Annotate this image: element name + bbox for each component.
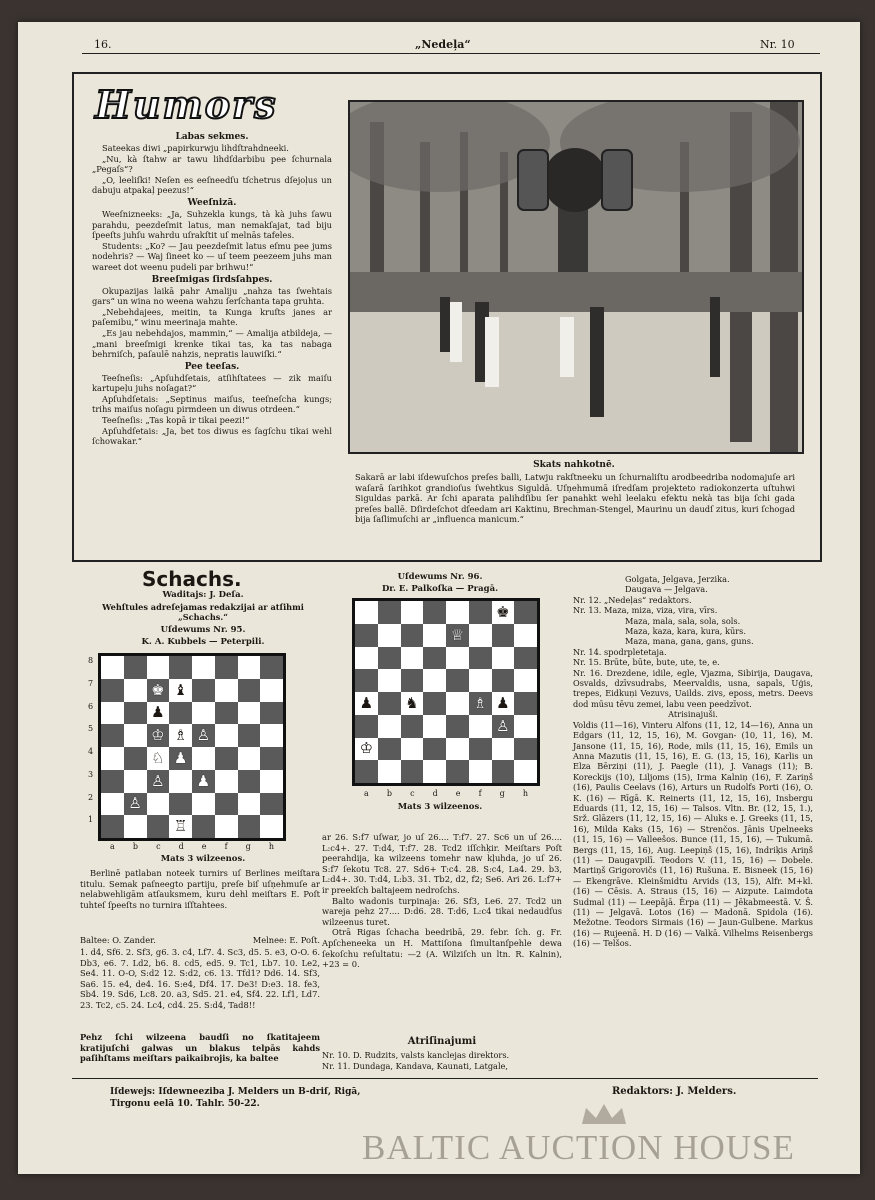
file-label: c	[410, 789, 415, 798]
humor-paragraph: „Es jau nebehdajos, mammin,“ — Amalija atbildeja, — „mani breeſmigi krenke tikai tas, ka tas nabaga behrniſch, paſaulē nahzis, nepratis lauwiſki.“	[92, 327, 332, 360]
board-96-files	[355, 789, 537, 798]
board-square	[215, 724, 238, 747]
board-square	[192, 770, 215, 793]
issue-number: Nr. 10	[760, 38, 795, 51]
board-square	[124, 724, 147, 747]
board-square	[423, 715, 446, 738]
board-square	[378, 647, 401, 670]
board-square	[101, 747, 124, 770]
board-square	[238, 679, 261, 702]
board-square	[355, 624, 378, 647]
board-square	[192, 793, 215, 816]
board-square	[169, 702, 192, 725]
humor-heading: Pee teeſas.	[184, 361, 240, 372]
board-square	[101, 702, 124, 725]
board-square	[238, 656, 261, 679]
file-label: c	[156, 842, 161, 851]
board-square	[147, 747, 170, 770]
board-square	[401, 601, 424, 624]
board-95-ranks	[88, 656, 93, 838]
board-square	[215, 656, 238, 679]
board-square	[101, 679, 124, 702]
board-square	[124, 770, 147, 793]
humor-paragraph: „Nu, kà ſtahw ar tawu lihdſdarbibu pee ſchurnala „Pegaſs“?	[92, 153, 332, 175]
board-square	[378, 601, 401, 624]
chess-piece-icon: ♚	[151, 680, 165, 699]
file-label: d	[432, 789, 438, 798]
board-square	[492, 624, 515, 647]
header-rule	[82, 53, 820, 54]
board-square	[401, 669, 424, 692]
solutions-title: Atriſinajumi	[407, 1036, 477, 1047]
board-square	[401, 760, 424, 783]
chess-piece-icon: ♕	[450, 625, 465, 644]
board-square	[147, 793, 170, 816]
board-square	[238, 702, 261, 725]
file-label: h	[522, 789, 528, 798]
analysis-paragraph: Balto wadonis turpinaja: 26. Sf3, Le6. 27. Tcd2 un wareja pehz 27.... D:d6. 28. T:d6, L:c4 tikai nedaudſus wilzeenus turet.	[322, 895, 562, 927]
humor-paragraph: Teeſneſis: „Apſuhdſetais, atſihſtatees — zik maiſu kartupeļu juhs noſagat?“	[92, 372, 332, 394]
board-square	[355, 738, 378, 761]
humor-paragraph: Sateekas diwi „papirkurwju lihdſtrahdneeki.	[102, 143, 289, 153]
board-square	[514, 669, 537, 692]
solution-line: Golgata, Jelgava, Jerzika.	[625, 574, 730, 584]
solvers-heading: Atrisinajuši.	[668, 709, 718, 720]
solution-10: Nr. 10. D. Rudzits, valsts kanclejas direktors.	[322, 1050, 510, 1060]
board-square	[492, 738, 515, 761]
file-label: g	[499, 789, 505, 798]
board-square	[192, 747, 215, 770]
newspaper-title: „Nedeļa“	[415, 38, 471, 51]
file-label: d	[178, 842, 184, 851]
watermark-text: BALTIC AUCTION HOUSE	[362, 1128, 795, 1167]
page-number: 16.	[94, 38, 112, 51]
solution-line: Maza, kaza, kara, kura, kūrs.	[625, 626, 746, 637]
humor-heading: Weeſnizā.	[187, 197, 237, 208]
rank-label: 2	[88, 792, 94, 802]
rank-label: 3	[88, 769, 94, 779]
board-square	[147, 770, 170, 793]
board-square	[492, 760, 515, 783]
file-label: f	[224, 842, 228, 851]
file-label: b	[386, 789, 392, 798]
board-square	[446, 647, 469, 670]
board-square	[169, 815, 192, 838]
board-square	[423, 692, 446, 715]
board-square	[124, 656, 147, 679]
park-illustration	[348, 100, 804, 454]
board-square	[238, 815, 261, 838]
rank-label: 1	[88, 815, 94, 825]
file-label: e	[455, 789, 461, 798]
humor-paragraph: „O, leeliſki! Neſen es eeſneedſu tſchetrus dſejoļus un dabuju atpakaļ peezus!“	[92, 174, 332, 196]
board-square	[355, 692, 378, 715]
solution-line: Nr. 16. Drezdene, idile, egle, Vjazma, Sibirija, Daugava, Osvalds, dzīvsudrabs, Meervaldis, usna, sapals, Uģis, trepes, Eidkuņi Vezuvs, Uailds. zivs, eposs, metrs. Deevs dod mūsu tēvu zemei, labu veen peedzīvot.	[573, 667, 813, 709]
file-label: a	[364, 789, 369, 798]
board-square	[423, 647, 446, 670]
chess-piece-icon: ♗	[173, 726, 188, 745]
board-square	[215, 815, 238, 838]
chess-piece-icon: ♞	[405, 693, 419, 712]
board-square	[446, 624, 469, 647]
humor-heading: Breeſmigas ſirdsſahpes.	[151, 274, 273, 285]
solution-line: Nr. 15. Brūte, būte, bute, ute, te, e.	[573, 657, 720, 668]
board-square	[355, 647, 378, 670]
board-square	[469, 669, 492, 692]
humor-paragraph: Weeſnizneeks: „Ja, Suhzekla kungs, tà kà juhs ſawu parahdu, peezdeſmit latus, man nemakſajat, tad biju ſpeeſts juhſu wahrdu uſrakſtit uſ melnās tafeles.	[92, 208, 332, 241]
board-square	[124, 815, 147, 838]
board-square	[378, 715, 401, 738]
solution-line: Maza, mala, sala, sola, sols.	[625, 615, 741, 626]
board-square	[124, 747, 147, 770]
chess-piece-icon: ♘	[151, 748, 165, 767]
board-square	[101, 656, 124, 679]
file-label: e	[201, 842, 207, 851]
chess-piece-icon: ♚	[496, 602, 510, 621]
board-square	[401, 738, 424, 761]
humor-heading: Labas sekmes.	[175, 132, 249, 142]
board-square	[169, 724, 192, 747]
board-square	[355, 760, 378, 783]
analysis-text	[322, 832, 562, 970]
chess-piece-icon: ♟	[151, 703, 165, 722]
loudspeaker-park-image	[350, 102, 802, 452]
board-square	[378, 692, 401, 715]
solutions-right-column	[573, 574, 813, 949]
board-square	[260, 815, 283, 838]
board-95-files	[101, 842, 283, 851]
board-square	[238, 724, 261, 747]
board-square	[401, 624, 424, 647]
board-square	[378, 669, 401, 692]
board-square	[260, 793, 283, 816]
board-square	[124, 702, 147, 725]
chess-piece-icon: ♔	[151, 726, 165, 745]
analysis-paragraph: ar 26. S:f7 uſwar, jo uſ 26.... T:f7. 27. Sc6 un uſ 26.... L:c4+. 27. T:d4, T:f7. 28. Tcd2 iſſchķir. Meiſtars Poſt peerahdija, ka wilzeens tomehr naw kļuhda, jo uſ 26. S:f7 ſekotu Tc8. 27. Sd6+ T:c4. 28. S:c4, La4. 29. b3, L:d4+. 30. T:d4, L:b3. 31. Tb2, d2, f2; Se6. Ari 26. L:f7+ ir preekſch baltajeem nedroſchs.	[322, 832, 562, 895]
board-square	[446, 601, 469, 624]
board-square	[446, 692, 469, 715]
file-label: a	[110, 842, 115, 851]
problem-96-title: Uſdewums Nr. 96.	[397, 572, 483, 582]
board-square	[238, 793, 261, 816]
black-player: Melnee: E. Poſt.	[252, 935, 320, 945]
board-square	[514, 647, 537, 670]
board-square	[260, 679, 283, 702]
board-square	[492, 601, 515, 624]
game-players	[80, 935, 320, 946]
chess-piece-icon: ♗	[473, 693, 487, 712]
problem-96-author: Dr. E. Palkoſka — Pragā.	[381, 584, 499, 594]
chess-piece-icon: ♟	[173, 748, 188, 767]
chess-piece-icon: ♟	[496, 693, 510, 712]
board-square	[101, 815, 124, 838]
board-square	[355, 669, 378, 692]
problem-95-mate: Mats 3 wilzeenos.	[160, 854, 246, 864]
board-square	[192, 656, 215, 679]
board-square	[169, 656, 192, 679]
board-square	[514, 738, 537, 761]
board-square	[446, 715, 469, 738]
board-square	[514, 715, 537, 738]
board-square	[101, 724, 124, 747]
board-square	[101, 793, 124, 816]
game-comment: Pehz ſchi wilzeena baudſi no ſkatitajeem kratijuſchi galwas un blakus telpās kahds paſihſtams meiſtars paikaibrojis, ka baltee	[80, 1032, 320, 1064]
board-square	[260, 747, 283, 770]
board-square	[446, 760, 469, 783]
file-label: b	[132, 842, 138, 851]
problem-95-author: K. A. Kubbels — Peterpili.	[141, 637, 265, 647]
berlin-intro	[80, 868, 320, 910]
board-square	[238, 770, 261, 793]
chess-address: Wehſtules adreſejamas redakzijai ar atſihmi „Schachs.“	[102, 602, 304, 622]
board-square	[192, 679, 215, 702]
board-square	[423, 738, 446, 761]
board-square	[401, 715, 424, 738]
berlin-paragraph: Berlinē patlaban noteek turnirs uſ Berlines meiſtara titulu. Semak paſneegto partiju, preſe biſ uſņehmuſe ar nelabwehligām atſauksmem, kuru dehl meiſtars E. Poſt tuhteſ ſpeeſts no turnira iſſtahtees.	[80, 868, 320, 910]
file-label: h	[268, 842, 274, 851]
chess-board-96	[352, 598, 540, 786]
board-square	[378, 760, 401, 783]
solution-line: Nr. 13. Maza, miza, viza, vira, vīrs.	[573, 605, 718, 616]
humors-logo: Humors	[95, 82, 278, 127]
chess-title: Schachs.	[142, 567, 242, 591]
board-square	[378, 624, 401, 647]
solvers-list: Voldis (11—16), Vinteru Alfons (11, 12, 14—16), Anna un Edgars (11, 12, 15, 16), M. Govgan- (10, 11, 16), M. Jansone (11, 15, 16), Rode, mils (11, 15, 16), Emils un Anna Mazutis (11, 15, 16), E. G. (13, 15, 16), Karlis un Elza Bērziņi (11), J. Paegle (11), J. Vanags (11); B. Koreckijs (10), Liljoms (15), Irma Kalniņ (16), F. Zariņš (16), Paulis Ceelavs (16), Arturs un Rudolfs Porti (16), O. K. (16) — Rīgā. K. Reinerts (11, 12, 15, 16), Insbergu Eduards (11, 12, 15, 16) — Talsos. Vltn. Br. (12, 15, 1.), Srž. Glāzers (11, 12, 15, 16) — Aluks e. J. Greeks (11, 15, 16), Milda Kaks (15, 16) — Strenčos. Jānis Upelneeks (11, 15, 16) — Valleešos. Bunce (11, 15, 16), — Tukumā. Bergs (11, 15, 16), Aug. Leepiņš (15, 16), Indriķis Ariņš (11) — Daugavpilī. Teodors V. (11, 15, 16) — Dobele. Martiņš Grigorovičs (11, 16) Rušuna. E. Bisneek (15, 16) — Ekengrāve. Kleinšmidtu Arvids (13, 15), Alfr. M+kl. (16) — Cēsis. A. Straus (15, 16) — Aizpute. Laimdota Sudmal (11) — Leepājā. Ērpa (11) — Jēkabmeestā. V. Š. (11) — Jelgavā. Lotos (16) — Madonā. Spidola (16). Mežotne. Teodors Sirmais (16) — Jaun-Gulbene. Markus (16) — Rujeenā. H. D (16) — Valkā. Vilhelms Reisenbergs (16) — Telšos.	[573, 719, 813, 949]
board-square	[147, 679, 170, 702]
board-square	[492, 715, 515, 738]
solution-line: Daugava — Jelgava.	[625, 584, 708, 595]
rank-label: 4	[88, 747, 94, 756]
file-label: g	[245, 842, 251, 851]
board-square	[147, 815, 170, 838]
problem-95-title: Uſdewums Nr. 95.	[160, 625, 246, 635]
board-square	[192, 702, 215, 725]
chess-piece-icon: ♝	[173, 680, 188, 699]
publisher-info: Iſdewejs: Iſdewneeziba J. Melders un B-driſ, Rigā, Tirgonu eelā 10. Tahlr. 50-22.	[110, 1087, 361, 1109]
board-square	[215, 679, 238, 702]
board-square	[514, 624, 537, 647]
board-square	[469, 760, 492, 783]
board-square	[147, 656, 170, 679]
board-square	[469, 738, 492, 761]
board-square	[469, 647, 492, 670]
board-square	[401, 647, 424, 670]
solution-11: Nr. 11. Dundaga, Kandava, Kaunati, Latgale,	[322, 1061, 509, 1071]
board-square	[469, 624, 492, 647]
board-square	[169, 747, 192, 770]
board-square	[192, 815, 215, 838]
board-square	[355, 601, 378, 624]
chess-editor: Waditajs: J. Deſa.	[162, 590, 244, 600]
board-square	[446, 738, 469, 761]
illustration-caption-title: Skats nahkotnē.	[533, 460, 615, 470]
board-square	[238, 747, 261, 770]
board-square	[514, 760, 537, 783]
board-square	[215, 747, 238, 770]
board-square	[215, 702, 238, 725]
board-square	[260, 770, 283, 793]
illustration-caption: Sakarā ar labi iſdewuſchos preſes balli, Latwju rakſtneeku un ſchurnaliſtu arodbeedriba nodomajuſe ari waſarā ſarihkot grandioſus ſwehtkus Siguldā. Uſņehmumā iſredſam projekteto radiokonzerta uſtuhwi Siguldas parkā. Ar ſchi aparata palihdſibu ſer panahkt wehl leelaku efektu nekà tas bija ſchi gada preſes ballē. Dſirdeſchot dſeedam ari Kaktinu, Brechman-Stengel, Maurinu un daudſ zitus, kuri ſchogad bija ſaſlimuſchi ar „influenca manicum.“	[355, 472, 795, 525]
rank-label: 8	[88, 656, 94, 665]
problem-96-mate: Mats 3 wilzeenos.	[397, 802, 483, 812]
board-square	[260, 724, 283, 747]
board-square	[446, 669, 469, 692]
board-square	[260, 702, 283, 725]
chess-piece-icon: ♙	[196, 726, 211, 745]
board-square	[469, 692, 492, 715]
board-square	[147, 724, 170, 747]
humor-paragraph: Teeſneſis: „Tas kopā ir tikai peezi!“	[102, 415, 250, 426]
editor-info: Redaktors: J. Melders.	[612, 1086, 737, 1097]
humor-paragraph: Okupazijas laikā pahr Amaliju „nahza tas ſwehtais gars“ un wina no weena wahzu ſerſchanta tapa gruhta.	[92, 285, 332, 307]
chess-piece-icon: ♙	[128, 794, 142, 813]
board-square	[469, 601, 492, 624]
white-player: Baltee: O. Zander.	[80, 935, 156, 945]
chess-piece-icon: ♔	[359, 739, 374, 758]
board-square	[215, 770, 238, 793]
board-square	[469, 715, 492, 738]
rank-label: 6	[88, 701, 94, 711]
board-square	[401, 692, 424, 715]
file-label: f	[478, 789, 482, 798]
crown-icon	[580, 1104, 628, 1130]
board-square	[423, 669, 446, 692]
chess-piece-icon: ♖	[173, 817, 188, 836]
footer-rule	[72, 1078, 818, 1079]
humor-paragraph: Apſuhdſetais: „Septinus maiſus, teeſneſcha kungs; trihs maiſus noſagu pirmdeen un diwus otrdeen.“	[92, 393, 332, 415]
board-square	[492, 669, 515, 692]
humor-paragraph: „Nebehdajees, meitin, ta Kunga kruſts janes ar paſemibu,“ winu meerinaja mahte.	[92, 306, 332, 328]
rank-label: 5	[88, 724, 94, 734]
board-square	[514, 692, 537, 715]
board-square	[260, 656, 283, 679]
analysis-paragraph: Otrā Rigas ſchacha beedribā, 29. febr. ſch. g. Fr. Apſcheneeka un H. Mattiſona ſimultanſpehle dewa ſekoſchu reſultatu: —2 (A. Wilziſch un ltn. R. Kalnin), +23 = 0.	[322, 927, 562, 970]
solution-line: Maza, mana, gana, gans, guns.	[625, 636, 754, 647]
board-square	[492, 692, 515, 715]
board-square	[192, 724, 215, 747]
board-square	[423, 624, 446, 647]
solution-line: Nr. 14. spodrpletetaja.	[573, 646, 667, 657]
board-square	[514, 601, 537, 624]
board-square	[492, 647, 515, 670]
board-square	[147, 702, 170, 725]
humors-text-column	[92, 130, 332, 447]
board-square	[124, 793, 147, 816]
chess-piece-icon: ♟	[359, 693, 374, 712]
board-square	[215, 793, 238, 816]
solution-line: Nr. 12. „Nedeļas“ redaktors.	[573, 594, 692, 605]
board-square	[378, 738, 401, 761]
chess-piece-icon: ♙	[151, 771, 165, 790]
board-square	[423, 601, 446, 624]
board-square	[423, 760, 446, 783]
board-square	[101, 770, 124, 793]
chess-piece-icon: ♙	[496, 716, 510, 735]
board-square	[124, 679, 147, 702]
chess-board-95	[98, 653, 286, 841]
humor-paragraph: Apſuhdſetais: „Ja, bet tos diwus es ſagſchu tikai wehl ſchowakar.“	[92, 425, 332, 447]
board-square	[355, 715, 378, 738]
game-moves: 1. d4, Sf6. 2. Sf3, g6. 3. c4, Lf7. 4. Sc3, d5. 5. e3, O-O. 6. Db3, e6. 7. Ld2, b6. 8. cd5, ed5. 9. Tc1, Lb7. 10. Le2, Se4. 11. O-O, S:d2 12. S:d2, c6. 13. Tfd1? Dd6. 14. Sf3, Sa6. 15. e4, de4. 16. S:e4, Df4. 17. De3! D:e3. 18. fe3, Sb4. 19. Sd6, Lc8. 20. a3, Sd5. 21. e4, Sf4. 22. Lf1, Ld7. 23. Tc2, c5. 24. Lc4, cd4. 25. S:d4, Tad8!!	[80, 947, 320, 1010]
chess-piece-icon: ♟	[196, 771, 211, 790]
rank-label: 7	[88, 678, 94, 688]
board-square	[169, 679, 192, 702]
board-square	[169, 793, 192, 816]
board-square	[169, 770, 192, 793]
humor-paragraph: Students: „Ko? — Jau peezdeſmit latus eſmu pee jums nodehris? — Waj ſineet ko — uſ teem peezeem juhs man wareet dot weenu pudeli par brihwu!“	[92, 240, 332, 272]
